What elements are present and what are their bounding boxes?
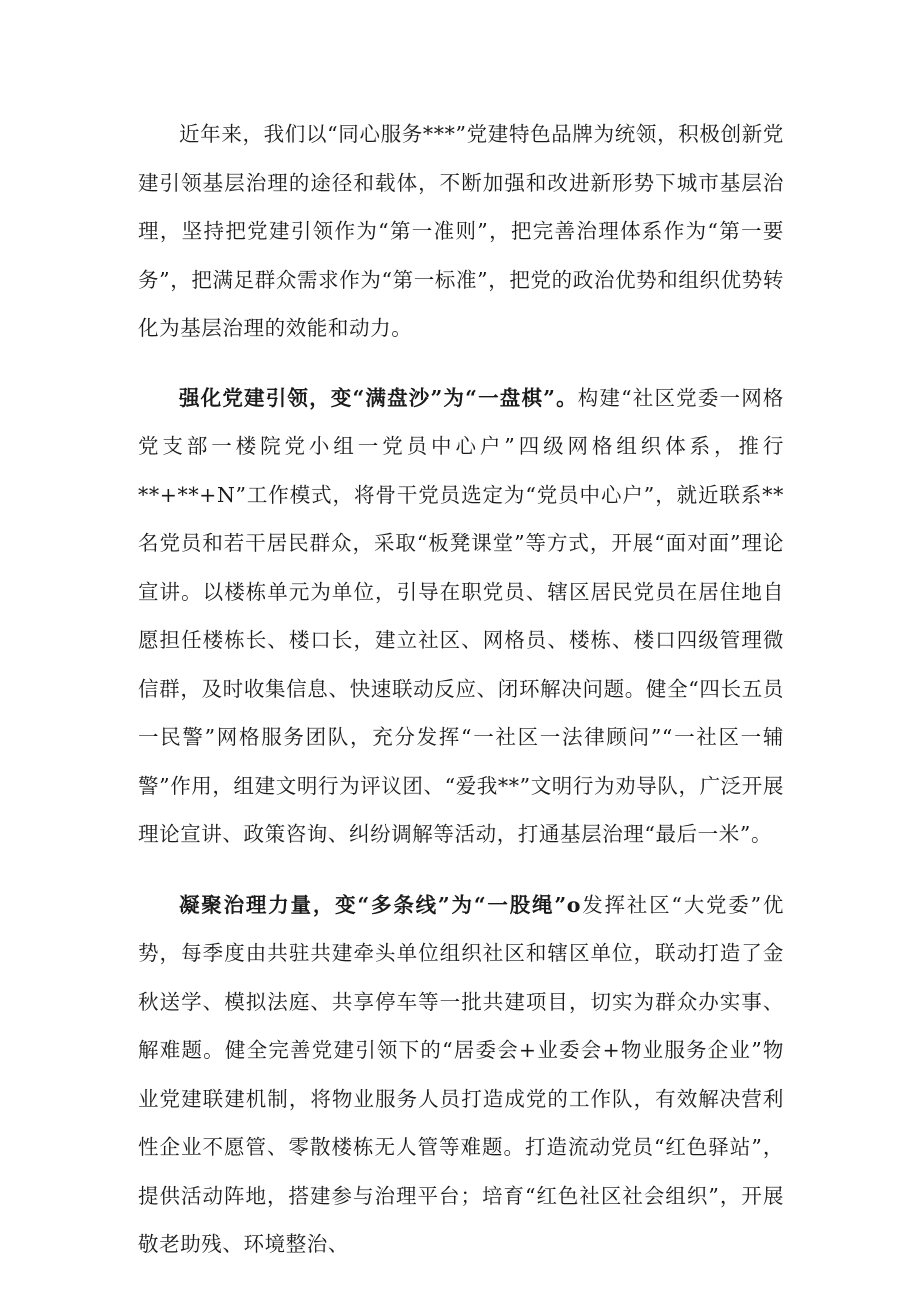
- paragraph-governance-force: [138, 881, 784, 1269]
- paragraph-text: 构建“社区党委一网格党支部一楼院党小组一党员中心户”四级网格组织体系，推行**+**+N”工作模式，将骨干党员选定为“党员中心户”，就近联系**名党员和若干居民群众，采取“板凳课堂”等方式，开展“面对面”理论宣讲。以楼栋单元为单位，引导在职党员、辖区居民党员在居住地自愿担任楼栋长、楼口长，建立社区、网格员、楼栋、楼口四级管理微信群，及时收集信息、快速联动反应、闭环解决问题。健全“四长五员一民警”网格服务团队，充分发挥“一社区一法律顾问”“一社区一辅警”作用，组建文明行为评议团、“爱我**”文明行为劝导队，广泛开展理论宣讲、政策咨询、纠纷调解等活动，打通基层治理“最后一米”。: [138, 385, 784, 846]
- paragraph-text: 近年来，我们以“同心服务***”党建特色品牌为统领，积极创新党建引领基层治理的途径和载体，不断加强和改进新形势下城市基层治理，坚持把党建引领作为“第一准则”，把完善治理体系作为“第一要务”，把满足群众需求作为“第一标准”，把党的政治优势和组织优势转化为基层治理的效能和动力。: [138, 122, 784, 340]
- paragraph-text: 发挥社区“大党委”优势，每季度由共驻共建牵头单位组织社区和辖区单位，联动打造了金秋送学、模拟法庭、共享停车等一批共建项目，切实为群众办实事、解难题。健全完善党建引领下的“居委会+业委会+物业服务企业”物业党建联建机制，将物业服务人员打造成党的工作队，有效解决营利性企业不愿管、零散楼栋无人管等难题。打造流动党员“红色驿站”，提供活动阵地，搭建参与治理平台；培育“红色社区社会组织”，开展敬老助残、环境整治、: [138, 892, 784, 1256]
- paragraph-lead: 强化党建引领，变“满盘沙”为“一盘棋”。: [179, 385, 578, 410]
- paragraph-party-leadership: [138, 374, 784, 859]
- paragraph-lead: 凝聚治理力量，变“多条线”为“一股绳”o: [179, 892, 581, 917]
- document-body: [138, 110, 784, 1269]
- paragraph-intro: [138, 110, 784, 353]
